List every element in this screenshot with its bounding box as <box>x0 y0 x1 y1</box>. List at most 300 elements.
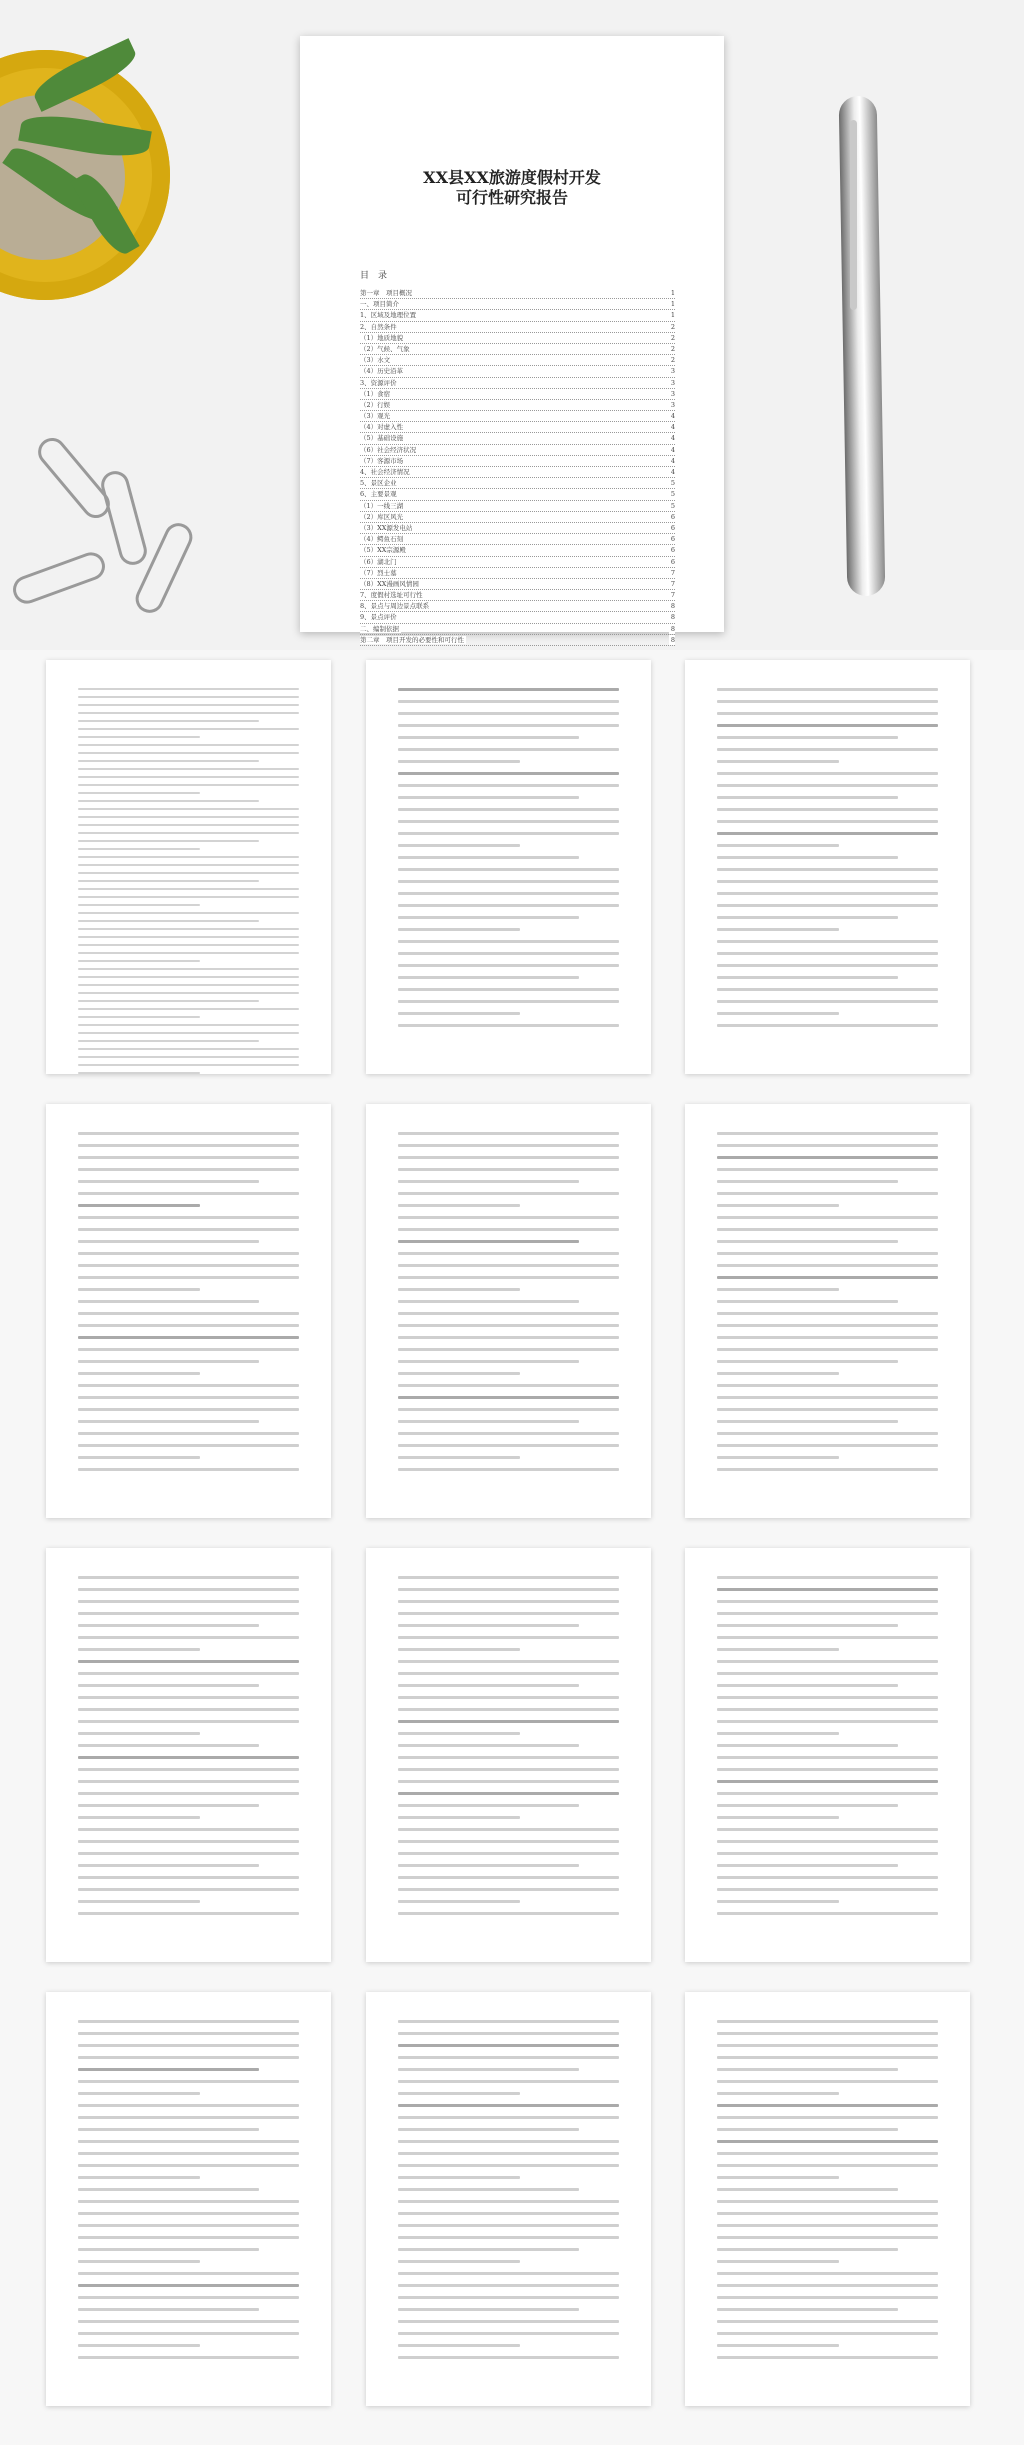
text-line <box>398 1216 619 1219</box>
text-line <box>78 1864 259 1867</box>
toc-entry-title: （4）对虚入性 <box>360 423 404 432</box>
cover-page <box>300 36 724 644</box>
text-line <box>717 1792 938 1795</box>
text-line <box>78 1312 299 1315</box>
toc-entry-page: 1 <box>670 311 675 320</box>
text-line <box>398 1792 619 1795</box>
text-line <box>78 976 299 978</box>
preview-page <box>46 660 331 1074</box>
text-line <box>78 1588 299 1591</box>
text-line <box>717 2140 938 2143</box>
text-line <box>717 2056 938 2059</box>
text-line <box>717 2308 898 2311</box>
text-line <box>717 1192 938 1195</box>
text-line <box>78 1420 259 1423</box>
text-line <box>717 2032 938 2035</box>
text-line <box>398 1000 619 1003</box>
paperclip-image <box>98 468 150 568</box>
toc-entry-title: （7）客源市场 <box>360 456 404 465</box>
toc-entry-page: 4 <box>670 412 675 421</box>
text-line <box>398 1672 619 1675</box>
text-line <box>717 2080 938 2083</box>
preview-page <box>366 1104 651 1518</box>
text-line <box>78 1384 299 1387</box>
text-line <box>78 848 200 850</box>
text-line <box>398 1600 619 1603</box>
text-line <box>78 1056 299 1058</box>
toc-entry-page: 8 <box>670 613 675 622</box>
text-line <box>717 2296 938 2299</box>
text-line <box>78 2176 200 2179</box>
toc-entry-page: 1 <box>670 289 675 297</box>
text-line <box>78 864 299 866</box>
text-line <box>398 1816 520 1819</box>
text-line <box>398 760 520 763</box>
text-line <box>78 2116 299 2119</box>
text-line <box>78 2332 299 2335</box>
preview-page <box>366 1548 651 1962</box>
text-line <box>78 880 259 882</box>
text-line <box>398 1024 619 1027</box>
text-line <box>398 1384 619 1387</box>
pen-image <box>839 96 886 597</box>
text-line <box>398 1432 619 1435</box>
text-line <box>717 796 898 799</box>
text-line <box>398 916 579 919</box>
text-line <box>717 976 898 979</box>
text-line <box>398 976 579 979</box>
text-line <box>398 1636 619 1639</box>
toc-entry <box>360 445 675 456</box>
toc-entry-title: （1）一线三湖 <box>360 501 404 510</box>
text-line <box>78 1180 259 1183</box>
text-line <box>78 1672 299 1675</box>
text-line <box>78 2092 200 2095</box>
toc-entry-title: 2、自然条件 <box>360 322 397 331</box>
text-line <box>717 1252 938 1255</box>
toc-entry <box>360 635 675 646</box>
text-line <box>78 1040 259 1042</box>
text-line <box>78 1008 299 1010</box>
text-line <box>717 784 938 787</box>
pen-clip-image <box>850 120 857 310</box>
text-line <box>717 2224 938 2227</box>
text-line <box>398 856 579 859</box>
toc-entry-title: （5）XX宗源殿 <box>360 546 406 555</box>
text-line <box>717 1660 938 1663</box>
toc-entry-title: 第一章 项目概况 <box>360 289 412 297</box>
text-line <box>398 1228 619 1231</box>
text-line <box>398 2176 520 2179</box>
toc-entry-title: （2）行娱 <box>360 400 391 409</box>
text-line <box>78 2260 200 2263</box>
toc-entry <box>360 389 675 400</box>
text-line <box>78 2308 259 2311</box>
text-line <box>78 1696 299 1699</box>
text-line <box>78 936 299 938</box>
toc-entry-page: 5 <box>670 479 675 488</box>
text-line <box>398 2092 520 2095</box>
text-line <box>398 1456 520 1459</box>
text-line <box>78 928 299 930</box>
text-line <box>717 1288 839 1291</box>
text-line <box>78 912 299 914</box>
text-line <box>398 2356 619 2359</box>
text-line <box>398 1576 619 1579</box>
text-line <box>78 1792 299 1795</box>
text-line <box>717 772 938 775</box>
toc-entry <box>360 557 675 568</box>
toc-entry <box>360 333 675 344</box>
text-line <box>398 1156 619 1159</box>
toc-entry-title: （2）气候、气象 <box>360 344 410 353</box>
text-line <box>717 1204 839 1207</box>
text-line <box>398 1252 619 1255</box>
text-line <box>717 1888 938 1891</box>
text-line <box>717 1180 898 1183</box>
preview-page <box>366 1992 651 2406</box>
text-line <box>398 1300 579 1303</box>
text-line <box>78 1468 299 1471</box>
text-line <box>398 868 619 871</box>
toc-entry-title: （6）湖北门 <box>360 557 397 566</box>
text-line <box>398 2308 579 2311</box>
text-line <box>398 784 619 787</box>
text-line <box>78 2356 299 2359</box>
text-line <box>717 1372 839 1375</box>
text-line <box>78 1600 299 1603</box>
text-line <box>398 880 619 883</box>
text-line <box>398 2128 579 2131</box>
text-line <box>398 1876 619 1879</box>
text-line <box>78 1288 200 1291</box>
toc-heading: 目 录 <box>360 271 388 281</box>
toc-entry <box>360 512 675 523</box>
text-line <box>398 1624 579 1627</box>
text-line <box>398 2224 619 2227</box>
text-line <box>78 1444 299 1447</box>
toc-entry <box>360 411 675 422</box>
text-line <box>78 1372 200 1375</box>
text-line <box>717 1720 938 1723</box>
text-line <box>717 2356 938 2359</box>
text-line <box>78 1624 259 1627</box>
text-line <box>717 952 938 955</box>
text-line <box>78 984 299 986</box>
text-line <box>717 1216 938 1219</box>
toc-entry <box>360 422 675 433</box>
toc-entry <box>360 299 675 310</box>
text-line <box>398 1420 579 1423</box>
toc-entry-title: （6）社会经济状况 <box>360 445 417 454</box>
text-line <box>717 1156 938 1159</box>
text-line <box>78 768 299 770</box>
text-line <box>78 1888 299 1891</box>
text-line <box>398 844 520 847</box>
text-line <box>78 1032 299 1034</box>
text-line <box>717 2272 938 2275</box>
text-line <box>717 1672 938 1675</box>
text-line <box>717 1444 938 1447</box>
text-line <box>398 1360 579 1363</box>
text-line <box>78 1276 299 1279</box>
text-line <box>78 704 299 706</box>
text-line <box>398 1240 579 1243</box>
hero-photo <box>0 0 1024 650</box>
toc-entry <box>360 579 675 590</box>
text-line <box>717 1264 938 1267</box>
text-line <box>78 944 299 946</box>
text-line <box>78 1780 299 1783</box>
text-line <box>398 2248 579 2251</box>
text-line <box>78 2236 299 2239</box>
text-line <box>78 1768 299 1771</box>
text-line <box>717 1300 898 1303</box>
text-line <box>398 2068 579 2071</box>
text-line <box>717 1840 938 1843</box>
text-line <box>78 2188 259 2191</box>
toc-entry <box>360 612 675 623</box>
text-line <box>398 964 619 967</box>
text-line <box>78 736 200 738</box>
text-line <box>398 2152 619 2155</box>
text-line <box>398 1408 619 1411</box>
text-line <box>717 1864 898 1867</box>
toc-entry <box>360 322 675 333</box>
text-line <box>717 892 938 895</box>
text-line <box>717 1684 898 1687</box>
text-line <box>398 1852 619 1855</box>
text-line <box>78 2080 299 2083</box>
preview-page <box>46 1992 331 2406</box>
paperclip-image <box>9 548 109 607</box>
toc-entry-title: （1）食宿 <box>360 389 391 398</box>
text-line <box>717 2152 938 2155</box>
text-line <box>78 1324 299 1327</box>
text-line <box>78 1348 299 1351</box>
text-line <box>717 1456 839 1459</box>
text-line <box>398 2236 619 2239</box>
text-line <box>717 1636 938 1639</box>
toc-entry-page: 3 <box>670 367 675 376</box>
text-line <box>717 1876 938 1879</box>
text-line <box>398 1828 619 1831</box>
text-line <box>78 1840 299 1843</box>
toc-entry <box>360 523 675 534</box>
preview-page <box>46 1104 331 1518</box>
text-line <box>398 2320 619 2323</box>
text-line <box>717 844 839 847</box>
text-line <box>398 688 619 691</box>
toc-entry-page: 3 <box>670 378 675 387</box>
text-line <box>398 1168 619 1171</box>
text-line <box>78 2044 299 2047</box>
text-line <box>398 1768 619 1771</box>
text-line <box>398 1204 520 1207</box>
text-line <box>717 1468 938 1471</box>
text-line <box>717 2044 938 2047</box>
text-line <box>717 1240 898 1243</box>
toc-entry-page: 4 <box>670 445 675 454</box>
toc-entry <box>360 478 675 489</box>
text-line <box>717 2164 938 2167</box>
text-line <box>398 2212 619 2215</box>
text-line <box>398 952 619 955</box>
toc-entry <box>360 534 675 545</box>
text-line <box>398 1264 619 1267</box>
text-line <box>398 2056 619 2059</box>
text-line <box>78 1432 299 1435</box>
text-line <box>78 1612 299 1615</box>
text-line <box>398 1804 579 1807</box>
text-line <box>717 1804 898 1807</box>
text-line <box>717 1648 839 1651</box>
text-line <box>78 752 299 754</box>
text-line <box>717 916 898 919</box>
text-line <box>78 1636 299 1639</box>
text-line <box>717 1744 898 1747</box>
toc-entry-page: 6 <box>670 535 675 544</box>
text-line <box>78 760 259 762</box>
text-line <box>78 1708 299 1711</box>
text-line <box>717 2200 938 2203</box>
text-line <box>717 1576 938 1579</box>
text-line <box>398 1372 520 1375</box>
toc-entry-page: 7 <box>670 591 675 600</box>
text-line <box>717 2176 839 2179</box>
text-line <box>78 1216 299 1219</box>
text-line <box>78 800 259 802</box>
text-line <box>717 1024 938 1027</box>
toc-entry-title: 8、景点与周边景点联系 <box>360 602 430 611</box>
toc-entry <box>360 433 675 444</box>
text-line <box>717 1012 839 1015</box>
text-line <box>717 1756 938 1759</box>
text-line <box>78 840 259 842</box>
text-line <box>78 1396 299 1399</box>
text-line <box>717 832 938 835</box>
text-line <box>398 748 619 751</box>
text-line <box>78 920 259 922</box>
toc-entry <box>360 344 675 355</box>
text-line <box>398 808 619 811</box>
text-line <box>78 1732 200 1735</box>
toc-entry-title: 4、社会经济情况 <box>360 468 410 476</box>
text-line <box>717 700 938 703</box>
preview-page <box>685 660 970 1074</box>
toc-entry-page: 8 <box>670 624 675 633</box>
text-line <box>717 2236 938 2239</box>
text-line <box>398 1144 619 1147</box>
text-line <box>398 1900 520 1903</box>
text-line <box>78 2164 299 2167</box>
text-line <box>78 2200 299 2203</box>
text-line <box>78 2272 299 2275</box>
text-line <box>78 1204 200 1207</box>
text-line <box>78 696 299 698</box>
text-line <box>78 952 299 954</box>
text-line <box>717 1420 898 1423</box>
text-line <box>398 1288 520 1291</box>
text-line <box>717 2260 839 2263</box>
toc-entry <box>360 355 675 366</box>
text-line <box>78 2284 299 2287</box>
text-line <box>398 2164 619 2167</box>
toc-entry-title: 3、资源评价 <box>360 378 397 387</box>
toc-entry-page: 2 <box>670 322 675 331</box>
text-line <box>78 2212 299 2215</box>
toc-entry-page: 6 <box>670 512 675 521</box>
text-line <box>398 1840 619 1843</box>
text-line <box>398 2260 520 2263</box>
text-line <box>78 1900 200 1903</box>
text-line <box>398 796 579 799</box>
toc-entry-page: 2 <box>670 333 675 342</box>
toc-entry-title: （4）历史沿革 <box>360 367 404 376</box>
text-line <box>398 1588 619 1591</box>
text-line <box>398 1912 619 1915</box>
text-line <box>717 1348 938 1351</box>
text-line <box>78 1576 299 1579</box>
toc-entry-title: （3）水文 <box>360 356 391 365</box>
toc-entry-page: 3 <box>670 400 675 409</box>
text-line <box>717 2332 938 2335</box>
text-line <box>78 1024 299 1026</box>
text-line <box>717 1168 938 1171</box>
toc-entry-title: 7、度假村选址可行性 <box>360 591 423 600</box>
text-line <box>78 2104 299 2107</box>
text-line <box>717 868 938 871</box>
toc-entry <box>360 568 675 579</box>
preview-page <box>46 1548 331 1962</box>
toc-entry <box>360 288 675 299</box>
text-line <box>717 1360 898 1363</box>
text-line <box>717 2116 938 2119</box>
toc-entry-title: 第二章 项目开发的必要性和可行性 <box>360 635 464 644</box>
toc-entry <box>360 467 675 478</box>
text-line <box>78 2020 299 2023</box>
text-line <box>398 1612 619 1615</box>
toc-entry-title: （5）基础设施 <box>360 434 404 443</box>
text-line <box>717 1600 938 1603</box>
text-line <box>717 808 938 811</box>
text-line <box>78 1756 299 1759</box>
text-line <box>78 872 299 874</box>
text-line <box>398 2140 619 2143</box>
text-line <box>398 1708 619 1711</box>
text-line <box>717 1708 938 1711</box>
text-line <box>717 1732 839 1735</box>
text-line <box>78 1852 299 1855</box>
toc-entry-title: （2）库区风光 <box>360 512 404 521</box>
text-line <box>398 1864 579 1867</box>
text-line <box>398 1732 520 1735</box>
text-line <box>717 712 938 715</box>
text-line <box>398 2284 619 2287</box>
text-line <box>78 824 299 826</box>
toc-entry <box>360 590 675 601</box>
text-line <box>78 1048 299 1050</box>
text-line <box>398 1132 619 1135</box>
text-line <box>398 1180 579 1183</box>
title-line-2: 可行性研究报告 <box>455 188 568 207</box>
toc-entry-page: 6 <box>670 557 675 566</box>
text-line <box>717 1312 938 1315</box>
text-line <box>78 992 299 994</box>
text-line <box>78 1408 299 1411</box>
text-line <box>398 1648 520 1651</box>
text-line <box>398 2200 619 2203</box>
